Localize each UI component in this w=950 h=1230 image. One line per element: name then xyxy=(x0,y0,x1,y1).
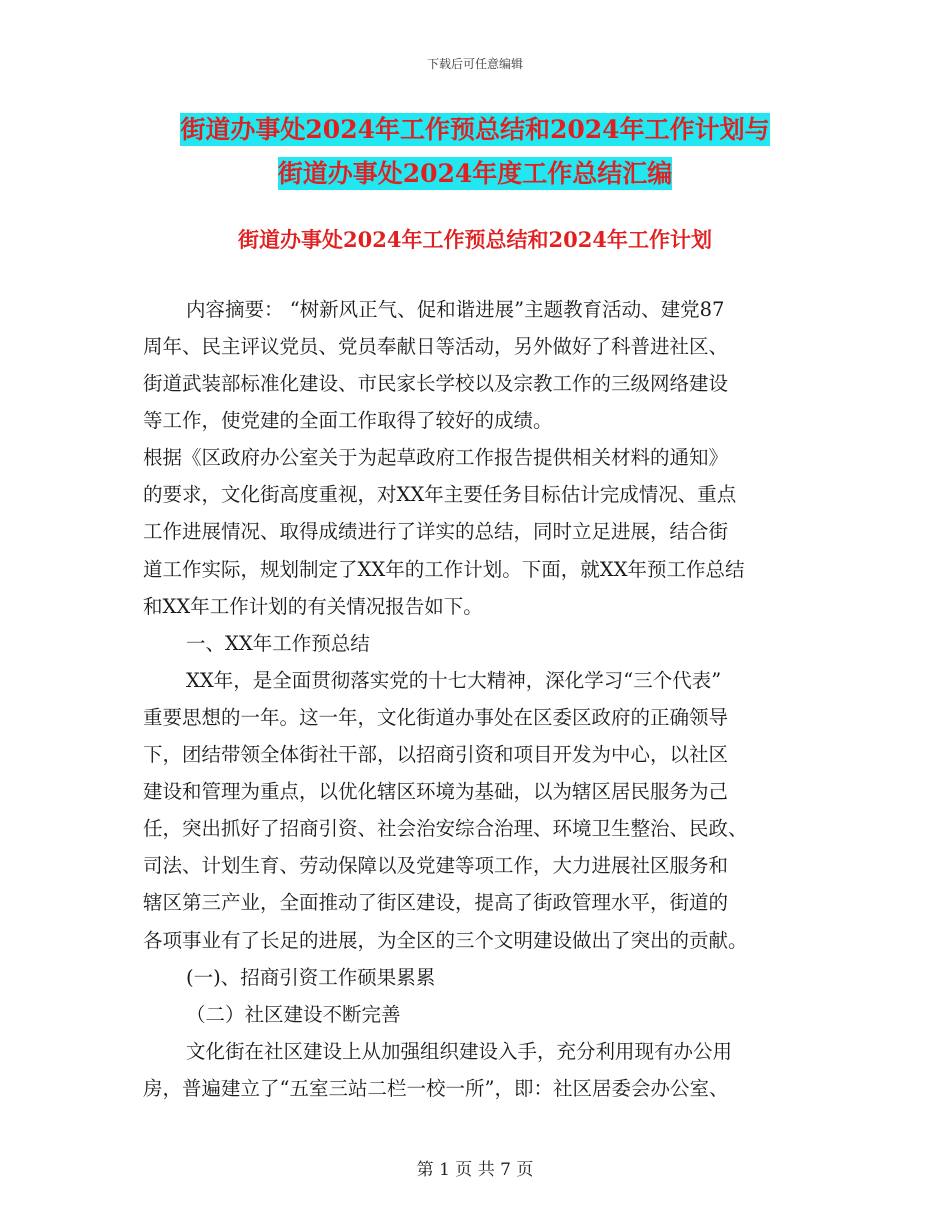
header-note: 下载后可任意编辑 xyxy=(426,57,523,71)
body-line: 下，团结带领全体街社干部，以招商引资和项目开发为中心，以社区 xyxy=(143,743,729,766)
body-line: （二）社区建设不断完善 xyxy=(186,1003,401,1026)
body-line: 重要思想的一年。这一年，文化街道办事处在区委区政府的正确领导 xyxy=(143,706,729,729)
body-line: 文化街在社区建设上从加强组织建设入手，充分利用现有办公用 xyxy=(186,1040,733,1063)
body-line: 街道武装部标准化建设、市民家长学校以及宗教工作的三级网络建设 xyxy=(143,372,729,395)
body-line: 道工作实际，规划制定了XX年的工作计划。下面，就XX年预工作总结 xyxy=(143,558,745,581)
body-line: 任，突出抓好了招商引资、社会治安综合治理、环境卫生整治、民政、 xyxy=(143,817,748,840)
body-line: 各项事业有了长足的进展，为全区的三个文明建设做出了突出的贡献。 xyxy=(143,929,748,952)
body-line: 一、XX年工作预总结 xyxy=(186,632,370,655)
body-line: (一)、招商引资工作硕果累累 xyxy=(186,966,436,989)
main-title-line-2 xyxy=(0,157,950,191)
body-line: 根据《区政府办公室关于为起草政府工作报告提供相关材料的通知》 xyxy=(143,446,729,469)
body-line: 周年、民主评议党员、党员奉献日等活动，另外做好了科普进社区、 xyxy=(143,335,729,358)
body-line: 和XX年工作计划的有关情况报告如下。 xyxy=(143,595,483,618)
section-title: 街道办事处2024年工作预总结和2024年工作计划 xyxy=(238,227,712,252)
body-line: 工作进展情况、取得成绩进行了详实的总结，同时立足进展，结合街 xyxy=(143,520,729,543)
main-title-line-1 xyxy=(0,113,950,147)
body-line: 建设和管理为重点，以优化辖区环境为基础，以为辖区居民服务为己 xyxy=(143,780,729,803)
body-line: 司法、计划生育、劳动保障以及党建等项工作，大力进展社区服务和 xyxy=(143,854,729,877)
main-title-line-1-text: 街道办事处2024年工作预总结和2024年工作计划与 xyxy=(180,115,770,144)
body-line: 辖区第三产业，全面推动了街区建设，提高了街政管理水平，街道的 xyxy=(143,891,729,914)
body-line: 内容摘要： “树新风正气、促和谐进展”主题教育活动、建党87 xyxy=(186,298,725,321)
body-line: 房，普遍建立了“五室三站二栏一校一所”，即：社区居委会办公室、 xyxy=(143,1077,729,1100)
page-footer: 第 1 页 共 7 页 xyxy=(416,1160,534,1180)
body-line: 的要求，文化街高度重视，对XX年主要任务目标估计完成情况、重点 xyxy=(143,483,737,506)
main-title-line-2-text: 街道办事处2024年度工作总结汇编 xyxy=(277,159,673,188)
body-line: 等工作，使党建的全面工作取得了较好的成绩。 xyxy=(143,409,553,432)
body-line: XX年，是全面贯彻落实党的十七大精神，深化学习“三个代表” xyxy=(186,669,722,692)
